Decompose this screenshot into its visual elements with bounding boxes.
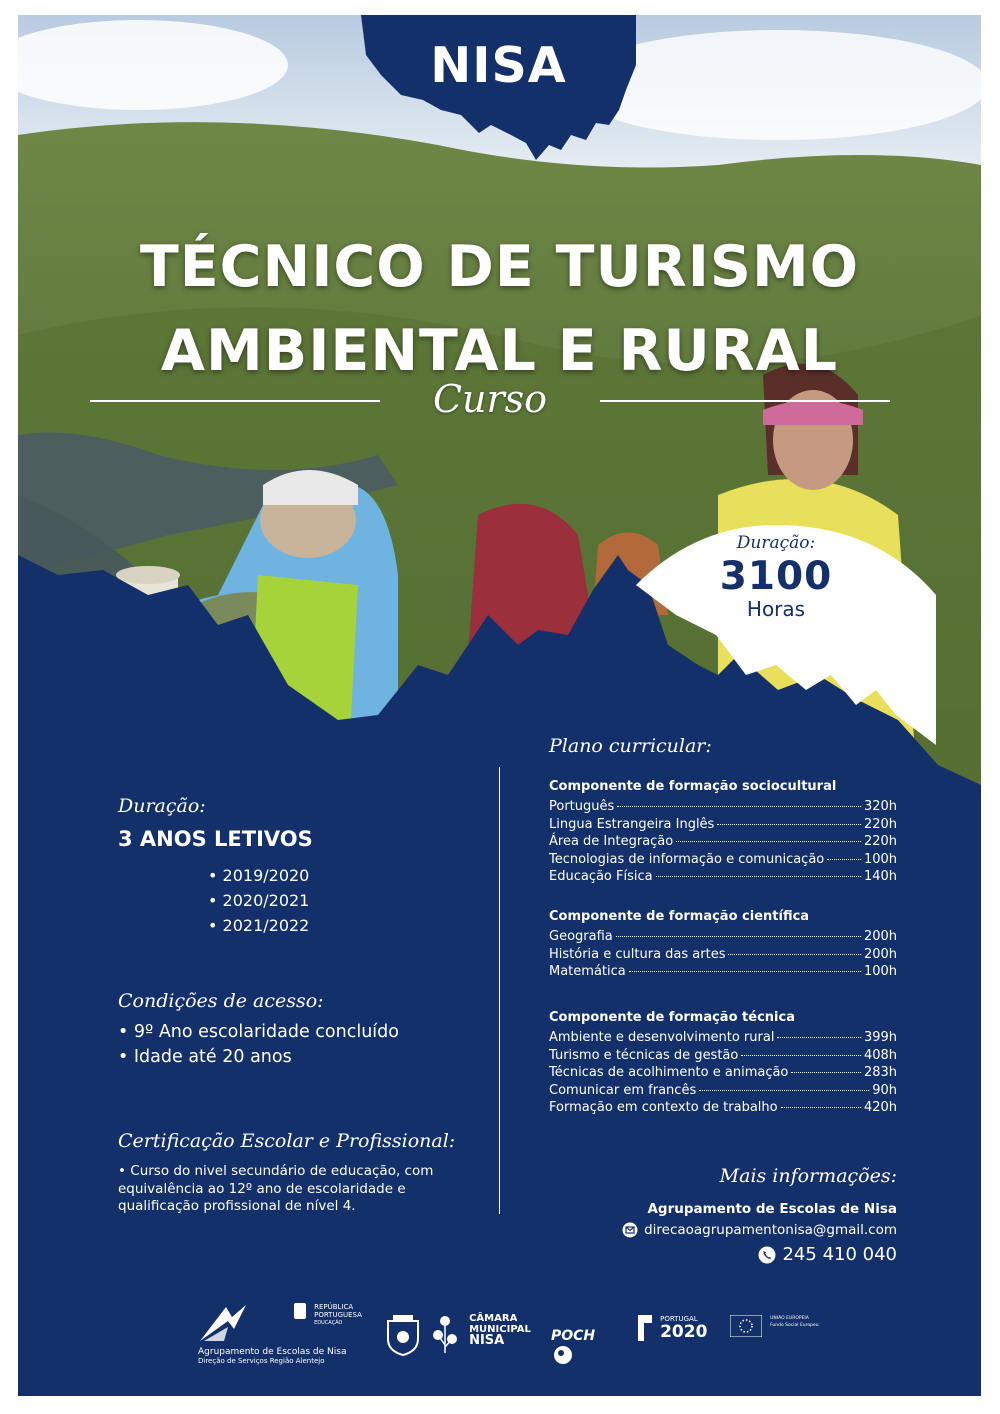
poch-logo <box>551 1325 621 1366</box>
camara-logo <box>430 1313 540 1355</box>
subject-row <box>549 868 897 886</box>
subject-hours: 90h <box>872 1082 897 1098</box>
subject-hours: 100h <box>863 851 897 867</box>
subject-hours: 420h <box>863 1100 897 1115</box>
subject-hours: 283h <box>863 1065 897 1080</box>
contact-title: Mais informações: <box>719 1165 897 1187</box>
subject-name: História e cultura das artes <box>549 946 726 962</box>
access-item: • 9º Ano escolaridade concluído <box>118 1020 399 1045</box>
coat-of-arms-logo <box>384 1315 422 1361</box>
email-row[interactable] <box>549 1222 897 1238</box>
certification-text: • Curso do nivel secundário de educação, com equivalência ao 12º ano de escolaridade e qualificação profissional de nível 4. <box>118 1163 434 1214</box>
subject-hours: 399h <box>863 1030 897 1045</box>
subject-name: Ambiente e desenvolvimento rural <box>549 1030 775 1045</box>
subject-row <box>549 833 897 851</box>
component-title: Componente de formação sociocultural <box>549 779 837 794</box>
email-address[interactable]: direcaoagrupamentonisa@gmail.com <box>644 1222 897 1238</box>
subject-row <box>549 798 897 816</box>
subject-name: Matemática <box>549 964 626 979</box>
portugal2020-logo <box>638 1315 718 1342</box>
republica-line2: PORTUGUESA <box>314 1311 362 1319</box>
poch-graphic-icon <box>551 1344 575 1366</box>
subject-row <box>549 1047 897 1065</box>
republica-emblem-icon <box>294 1303 306 1319</box>
eu-line2: Fundo Social Europeu <box>770 1323 819 1328</box>
subject-row <box>549 963 897 981</box>
school-logo-name: Agrupamento de Escolas de Nisa <box>198 1347 347 1357</box>
access-item: • Idade até 20 anos <box>118 1045 399 1070</box>
poch-text: POCH <box>551 1328 596 1344</box>
duration-label: Duração: <box>118 795 206 817</box>
coat-of-arms-icon <box>384 1315 422 1357</box>
subject-row <box>549 1064 897 1082</box>
portugal-label: PORTUGAL <box>660 1315 698 1323</box>
duration-badge-value: 3100 <box>719 554 833 599</box>
course-title-line2: AMBIENTAL E RURAL <box>160 318 839 384</box>
school-year: • 2021/2022 <box>208 913 309 938</box>
subject-hours: 140h <box>863 869 897 884</box>
portugal-year: 2020 <box>660 1322 708 1342</box>
component-tecnica <box>549 1010 897 1117</box>
access-list <box>118 1020 399 1070</box>
course-title-line1: TÉCNICO DE TURISMO <box>139 234 860 300</box>
component-cientifica <box>549 909 897 981</box>
phone-row[interactable] <box>549 1244 897 1265</box>
access-label: Condições de acesso: <box>118 990 324 1012</box>
phone-number[interactable]: 245 410 040 <box>782 1244 897 1265</box>
subject-hours: 200h <box>863 946 897 962</box>
subject-row <box>549 816 897 834</box>
component-sociocultural <box>549 779 897 886</box>
subject-row <box>549 1099 897 1117</box>
column-divider <box>499 767 500 1214</box>
subject-row <box>549 851 897 869</box>
subject-name: Português <box>549 799 615 814</box>
mail-icon <box>622 1222 638 1238</box>
camara-line1: CÂMARA <box>469 1313 518 1324</box>
subject-hours: 200h <box>863 929 897 944</box>
course-subtitle: Curso <box>432 377 548 421</box>
subject-name: Turismo e técnicas de gestão <box>549 1047 739 1063</box>
subject-hours: 320h <box>863 799 897 814</box>
school-years <box>208 863 309 938</box>
component-title: Componente de formação científica <box>549 909 810 924</box>
subject-name: Área de Integração <box>549 834 674 849</box>
camara-line3: NISA <box>469 1333 505 1348</box>
subject-row <box>549 946 897 964</box>
republica-line3: EDUCAÇÃO <box>314 1320 343 1326</box>
subject-hours: 100h <box>863 964 897 979</box>
certification-body: Curso do nivel secundário de educação, com equivalência ao 12º ano de escolaridade e qualificação profissional de nível 4. <box>118 1163 434 1214</box>
camara-line2: MUNICIPAL <box>469 1324 531 1335</box>
subject-hours: 220h <box>863 834 897 849</box>
republica-line1: REPÚBLICA <box>314 1303 354 1311</box>
subject-row <box>549 928 897 946</box>
poster <box>18 15 981 1396</box>
eu-line1: UNIÃO EUROPEIA <box>770 1316 809 1321</box>
eu-logo <box>730 1315 825 1337</box>
curriculum-title: Plano curricular: <box>549 735 712 757</box>
course-title <box>18 225 981 393</box>
portugal2020-mark-icon <box>638 1315 652 1341</box>
eu-flag-icon <box>730 1315 762 1337</box>
brand-title: NISA <box>430 37 567 94</box>
flower-icon <box>430 1313 460 1355</box>
duration-badge-label: Duração: <box>736 533 816 553</box>
subject-row <box>549 1029 897 1047</box>
duration-badge-unit: Horas <box>746 597 806 621</box>
subject-name: Educação Física <box>549 869 653 884</box>
school-year: • 2020/2021 <box>208 888 309 913</box>
contact-block <box>549 1165 897 1265</box>
certification-label: Certificação Escolar e Profissional: <box>118 1130 456 1152</box>
phone-icon <box>758 1246 776 1264</box>
subject-hours: 220h <box>863 816 897 832</box>
subject-name: Tecnologias de informação e comunicação <box>549 851 825 867</box>
subject-name: Geografia <box>549 929 613 944</box>
subject-name: Lingua Estrangeira Inglês <box>549 816 715 832</box>
subject-hours: 408h <box>863 1047 897 1063</box>
duration-badge <box>636 533 916 619</box>
subject-name: Formação em contexto de trabalho <box>549 1100 778 1115</box>
footer-logos <box>18 1295 981 1375</box>
republica-logo <box>294 1303 364 1327</box>
subject-row <box>549 1082 897 1100</box>
school-logo-mark <box>198 1303 258 1343</box>
component-title: Componente de formação técnica <box>549 1010 795 1025</box>
subject-name: Comunicar em francês <box>549 1082 697 1098</box>
school-name: Agrupamento de Escolas de Nisa <box>647 1201 897 1217</box>
school-year: • 2019/2020 <box>208 863 309 888</box>
curso-row <box>90 377 890 433</box>
subject-name: Técnicas de acolhimento e animação <box>549 1065 789 1080</box>
duration-value: 3 ANOS LETIVOS <box>118 827 313 851</box>
school-logo-sub: Direção de Serviços Região Alentejo <box>198 1357 325 1365</box>
